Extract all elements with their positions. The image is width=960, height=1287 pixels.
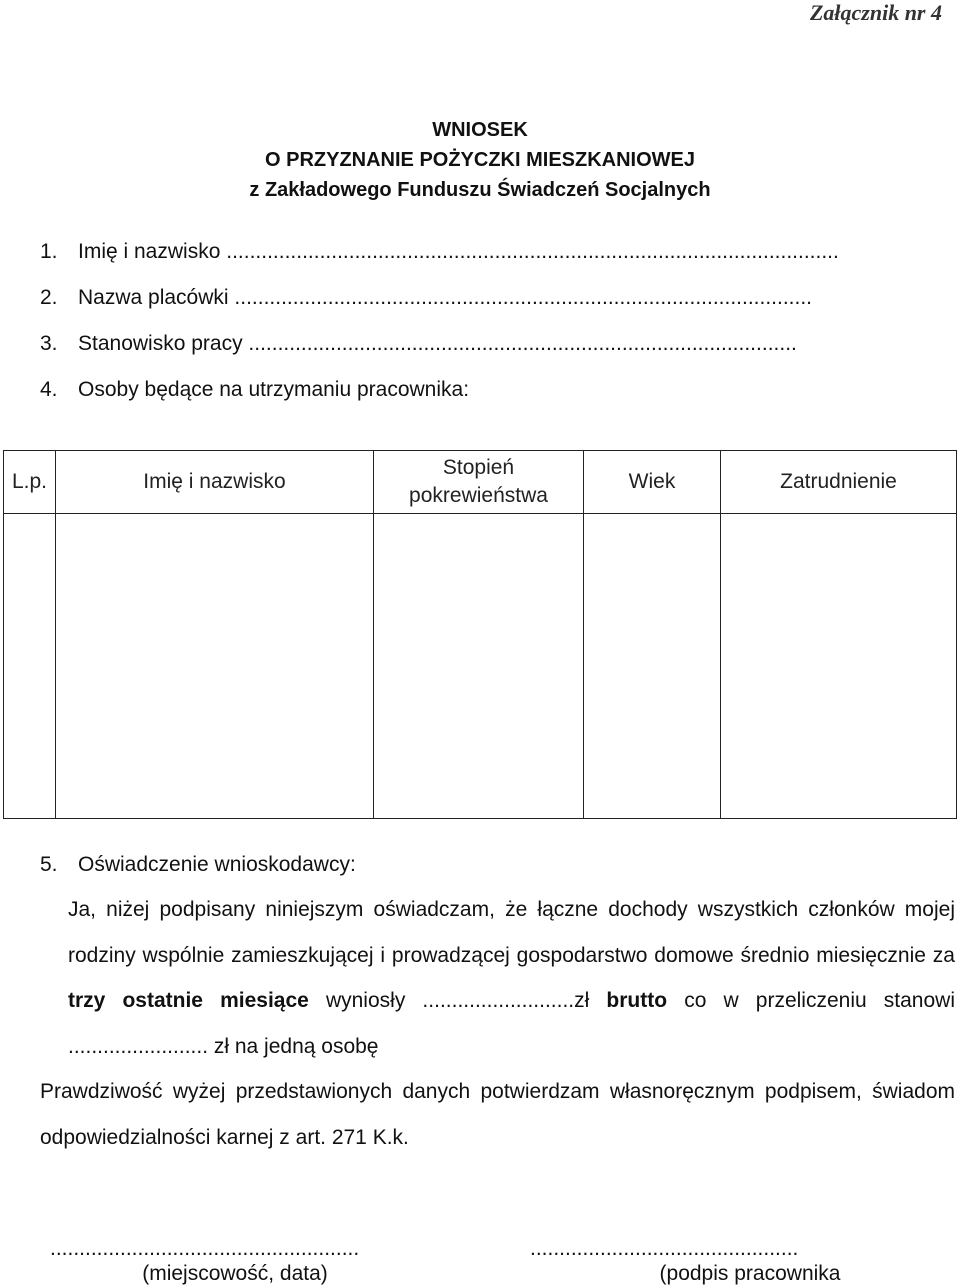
col-age: Wiek [584, 451, 721, 514]
col-lp: L.p. [4, 451, 56, 514]
declaration-heading [40, 851, 940, 879]
annex-label: Załącznik nr 4 [809, 0, 942, 25]
field-dots: .............................................................................................. [248, 332, 797, 355]
per-person-text: co w przeliczeniu stanowi ........................ zł na jedną osobę [68, 989, 955, 1058]
field-label: Imię i nazwisko [78, 240, 221, 263]
col-employment: Zatrudnienie [721, 451, 957, 514]
signature-label: (podpis pracownika [659, 1262, 841, 1285]
field-position[interactable] [40, 330, 940, 358]
table-cell[interactable] [721, 514, 957, 819]
table-cell[interactable] [584, 514, 721, 819]
table-cell[interactable] [4, 514, 56, 819]
field-label: Stanowisko pracy [78, 332, 243, 355]
dependents-table [3, 450, 957, 819]
field-name[interactable] [40, 238, 940, 266]
field-label: Osoby będące na utrzymaniu pracownika: [78, 378, 470, 401]
income-period: trzy ostatnie miesiące [68, 989, 309, 1012]
place-date-line[interactable]: ..................................................... [50, 1237, 360, 1260]
signature-line[interactable]: .............................................. [530, 1237, 799, 1260]
form-subtitle: O PRZYZNANIE POŻYCZKI MIESZKANIOWEJ [264, 149, 696, 171]
col-name: Imię i nazwisko [56, 451, 374, 514]
field-number: 1. [40, 240, 58, 263]
declaration-title: Oświadczenie wnioskodawcy: [78, 853, 356, 876]
table-row[interactable] [4, 514, 957, 819]
place-date-label: (miejscowość, data) [142, 1262, 328, 1285]
form-fund-name: z Zakładowego Funduszu Świadczeń Socjalnych [249, 179, 711, 201]
field-label: Nazwa placówki [78, 286, 229, 309]
col-relation: Stopień pokrewieństwa [374, 451, 584, 514]
field-number: 4. [40, 378, 58, 401]
table-header-row [4, 451, 957, 514]
field-dots: ......................................................................................................... [226, 240, 839, 263]
field-workplace[interactable] [40, 284, 940, 312]
field-number: 3. [40, 332, 58, 355]
declaration-text [40, 887, 955, 1160]
form-title: WNIOSEK [432, 119, 528, 141]
table-cell[interactable] [56, 514, 374, 819]
field-number: 2. [40, 286, 58, 309]
gross-label: brutto [606, 989, 668, 1012]
field-number: 5. [40, 853, 58, 876]
income-text: Ja, niżej podpisany niniejszym oświadczam, że łączne dochody wszystkich członków mojej rodziny wspólnie zamieszkującej i prowadzącej gospodarstwo domowe średnio miesięcznie za [68, 898, 955, 967]
truth-statement: Prawdziwość wyżej przedstawionych danych potwierdzam własnoręcznym podpisem, świadom odpowiedzialności karnej z art. 271 K.k. [40, 1080, 955, 1149]
table-cell[interactable] [374, 514, 584, 819]
field-dots: ................................................................................................... [234, 286, 813, 309]
field-dependents [40, 376, 940, 404]
income-amount: wyniosły ..........................zł [308, 989, 607, 1012]
income-statement [40, 887, 955, 1069]
